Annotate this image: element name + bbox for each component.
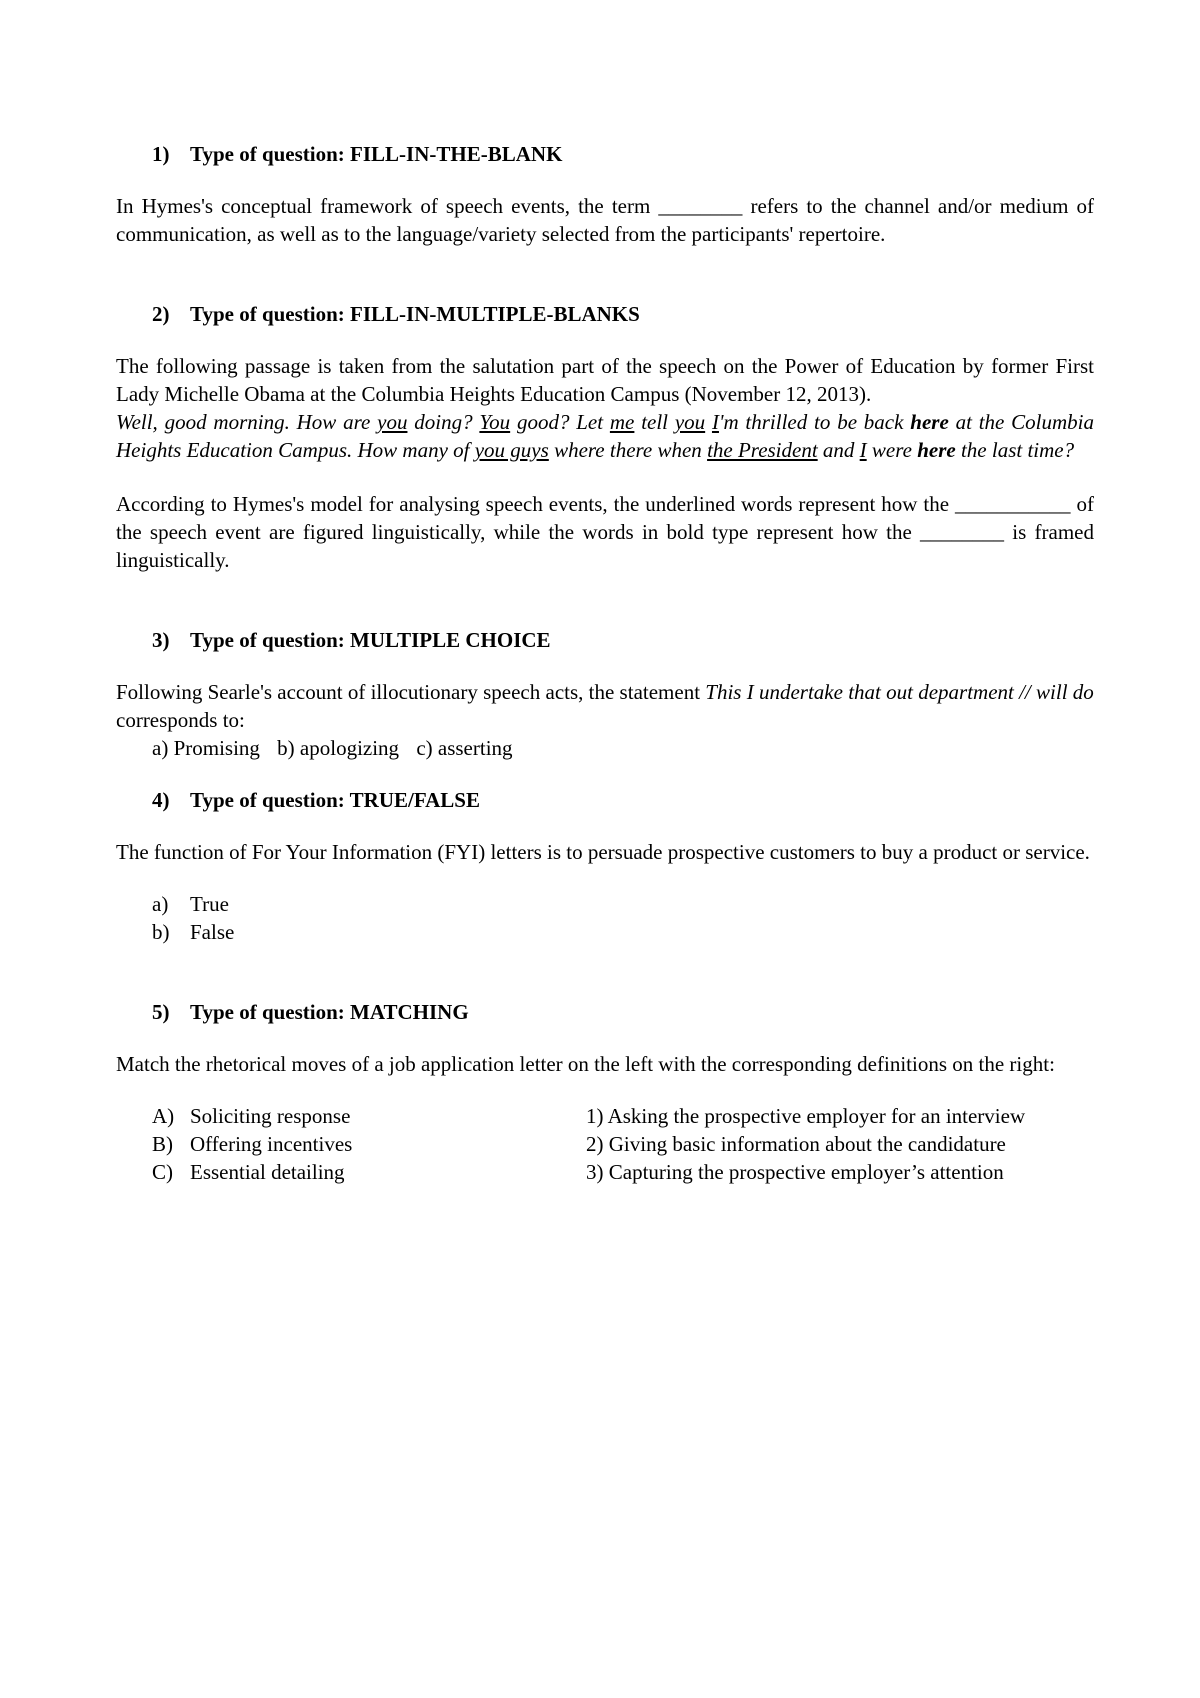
question-4-text: The function of For Your Information (FYI) letters is to persuade prospective customers to buy a product or service. <box>116 840 1090 864</box>
question-5-number: 5) <box>152 1000 170 1024</box>
option-false[interactable] <box>116 918 1094 946</box>
question-3-text-start: Following Searle's account of illocutionary speech acts, the statement <box>116 680 706 704</box>
passage-text: doing? <box>407 410 480 434</box>
passage-bold: here <box>917 438 956 462</box>
passage-underlined: I <box>711 410 719 434</box>
passage-bold: here <box>910 410 949 434</box>
question-2-intro: The following passage is taken from the salutation part of the speech on the Power of Education by former First Lady Michelle Obama at the Columbia Heights Education Campus (November 12, 2013). <box>116 354 1094 406</box>
question-4-title: Type of question: TRUE/FALSE <box>190 788 480 812</box>
question-1-text: In Hymes's conceptual framework of speech events, the term ________ refers to the channel and/or medium of communication, as well as to the language/variety selected from the participants' repertoire. <box>116 194 1094 246</box>
matching-table <box>116 1102 1094 1186</box>
match-right-item[interactable]: 2) Giving basic information about the candidature <box>586 1132 1006 1156</box>
passage-underlined: you <box>377 410 408 434</box>
option-c[interactable]: c) asserting <box>416 736 513 760</box>
matching-left-column <box>152 1102 552 1186</box>
option-true[interactable] <box>116 890 1094 918</box>
match-left-text: Essential detailing <box>190 1160 345 1184</box>
passage-text: 'm thrilled to be back <box>718 410 911 434</box>
question-5-text: Match the rhetorical moves of a job application letter on the left with the corresponding definitions on the right: <box>116 1052 1055 1076</box>
match-left-label: A) <box>152 1104 175 1128</box>
option-text: False <box>190 920 235 944</box>
question-4-number: 4) <box>152 788 170 812</box>
match-right-item[interactable]: 1) Asking the prospective employer for an interview <box>586 1104 1026 1128</box>
match-left-item[interactable] <box>152 1102 552 1130</box>
question-2-heading <box>116 300 1094 328</box>
passage-underlined: me <box>609 410 635 434</box>
passage-text: where there when <box>548 438 708 462</box>
question-3-number: 3) <box>152 628 170 652</box>
question-3-statement: This I undertake that out department // will do <box>705 680 1094 704</box>
matching-right-column <box>586 1102 1106 1186</box>
speech-passage <box>116 408 1094 464</box>
match-left-item[interactable] <box>152 1130 552 1158</box>
question-2-text: According to Hymes's model for analysing speech events, the underlined words represent how the ___________ of the speech event are figured linguistically, while the words in bold type represent how the ________ is framed linguistically. <box>116 492 1094 572</box>
question-3-heading <box>116 626 1094 654</box>
passage-text <box>705 410 712 434</box>
question-3-text <box>116 678 1094 734</box>
question-1-heading <box>116 140 1094 168</box>
question-3-text-end: corresponds to: <box>116 708 245 732</box>
option-b[interactable]: b) apologizing <box>277 736 400 760</box>
match-left-text: Soliciting response <box>190 1104 351 1128</box>
passage-underlined: you guys <box>474 438 549 462</box>
passage-text: at the Columbia Heights Education Campus. How many of <box>116 410 1094 462</box>
passage-text: were <box>866 438 918 462</box>
passage-underlined: you <box>674 410 706 434</box>
question-2-number: 2) <box>152 302 170 326</box>
passage-text: Well, good morning. How are <box>116 410 378 434</box>
passage-underlined: I <box>859 438 867 462</box>
question-3-title: Type of question: MULTIPLE CHOICE <box>190 628 551 652</box>
passage-text: good? Let <box>510 410 610 434</box>
question-5-heading <box>116 998 1094 1026</box>
question-2-title: Type of question: FILL-IN-MULTIPLE-BLANKS <box>190 302 640 326</box>
match-left-item[interactable] <box>152 1158 552 1186</box>
question-1-title: Type of question: FILL-IN-THE-BLANK <box>190 142 563 166</box>
document-content <box>116 140 1094 1186</box>
question-5-title: Type of question: MATCHING <box>190 1000 469 1024</box>
passage-text: tell <box>634 410 675 434</box>
match-left-label: C) <box>152 1160 173 1184</box>
option-label: b) <box>152 920 170 944</box>
question-4-heading <box>116 786 1094 814</box>
option-a[interactable]: a) Promising <box>152 736 260 760</box>
passage-text: and <box>817 438 860 462</box>
option-text: True <box>190 892 229 916</box>
match-left-text: Offering incentives <box>190 1132 353 1156</box>
passage-underlined: the President <box>707 438 818 462</box>
match-right-item[interactable]: 3) Capturing the prospective employer’s attention <box>586 1160 1004 1184</box>
match-left-label: B) <box>152 1132 173 1156</box>
passage-text: the last time? <box>955 438 1075 462</box>
passage-underlined: You <box>479 410 511 434</box>
option-label: a) <box>152 892 169 916</box>
question-3-options <box>116 734 1094 762</box>
question-1-number: 1) <box>152 142 170 166</box>
